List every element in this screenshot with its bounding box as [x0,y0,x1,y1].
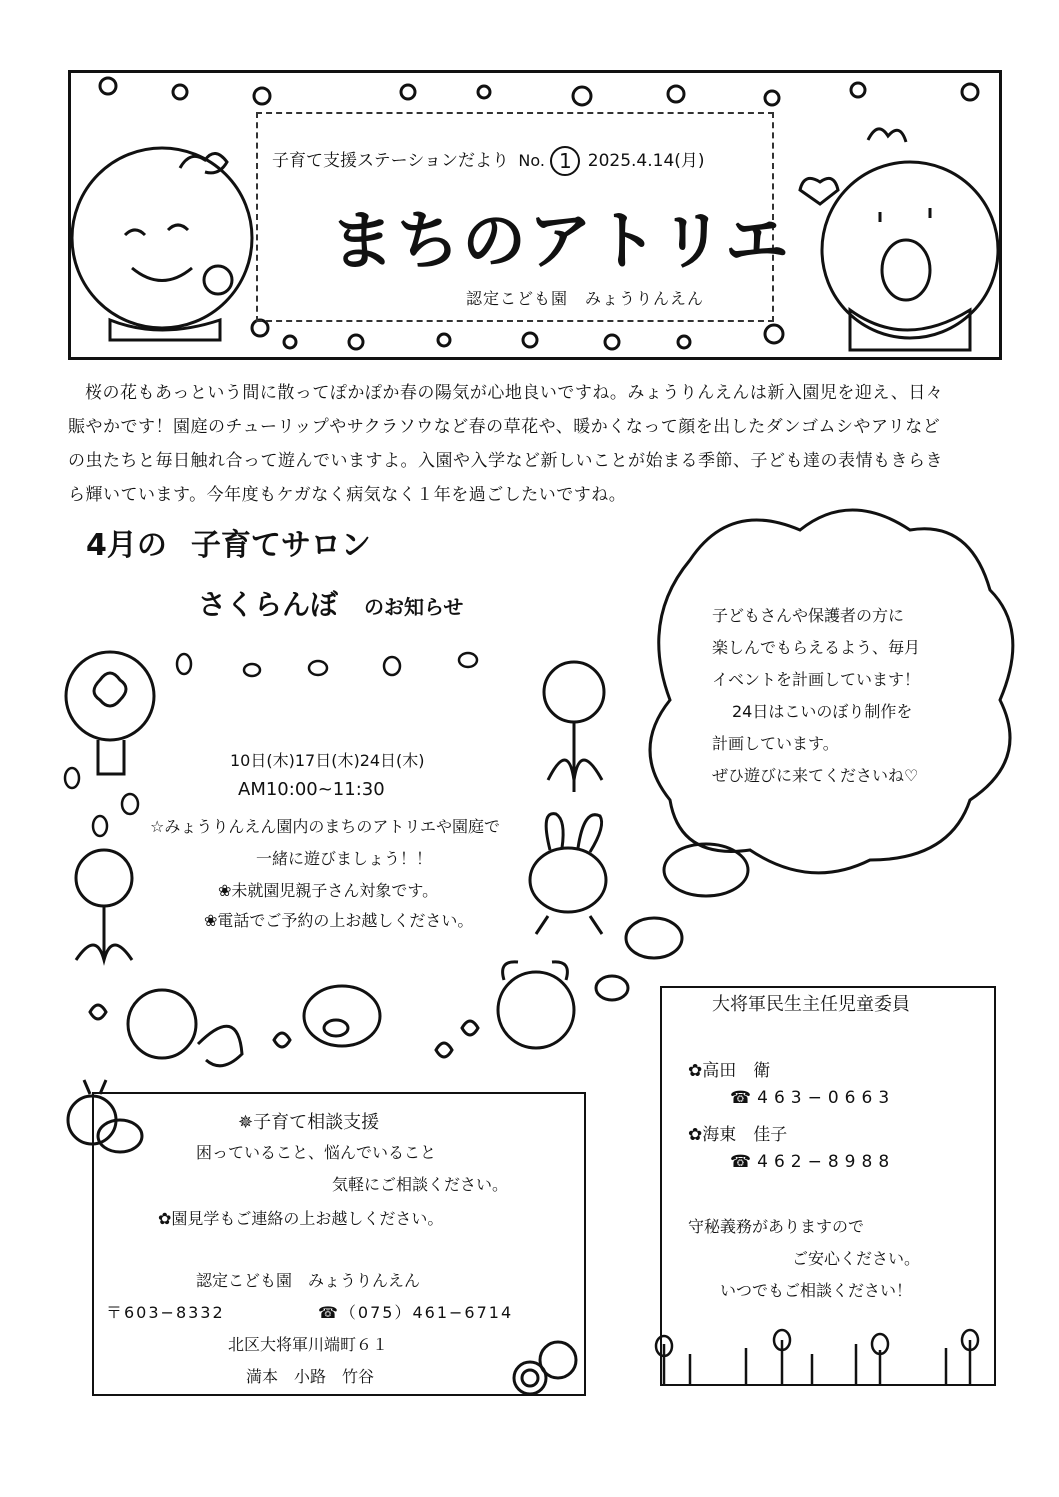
consult-tel: ☎（075）461−6714 [318,1303,514,1322]
salon-note-2: ❀電話でご予約の上お越しください。 [204,911,474,930]
cloud-line: 24日はこいのぼり制作を [732,702,913,721]
consult-title-row [238,1108,379,1134]
issue-date: 2025.4.14(月) [587,151,705,171]
salon-name: さくらんぼ [198,588,339,621]
committee-note-1: 守秘義務がありますので [688,1217,865,1236]
salon-heading [86,520,371,564]
intro-line: ら輝いています。今年度もケガなく病気なく１年を過ごしたいですね。 [68,485,627,505]
committee-member-2-row [688,1120,787,1145]
cloud-line: 計画しています。 [712,734,839,753]
committee-note-3: いつでもご相談ください！ [720,1281,913,1300]
salon-time: AM10:00~11:30 [238,779,385,800]
committee-note-2: ご安心ください。 [792,1249,921,1268]
header-org: 認定こども園 みょうりんえん [466,289,705,308]
consult-line-2: 気軽にご相談ください。 [332,1175,509,1194]
cloud-line: ぜひ遊びに来てくださいね♡ [712,766,919,785]
newsletter-subtitle [272,146,705,176]
consult-staff: 満本 小路 竹谷 [246,1367,375,1386]
intro-line: 桜の花もあっという間に散ってぽかぽか春の陽気が心地良いですね。みょうりんえんは新入園児を迎え、日々 [85,383,944,403]
committee-tel-2: ☎462−8988 [730,1152,896,1172]
flower-icon: ✿ [688,1125,703,1145]
page-title: まちのアトリエ [330,205,791,279]
salon-desc-2: 一緒に遊びましょう！！ [256,849,433,868]
committee-member-2: 海東 佳子 [702,1125,788,1145]
cloud-message [712,600,920,792]
intro-paragraph [68,376,1002,512]
consult-address: 北区大将軍川端町６１ [228,1335,389,1354]
cloud-line: 子どもさんや保護者の方に [712,606,905,625]
intro-line: の虫たちと毎日触れ合って遊んでいますよ。入園や入学など新しいことが始まる季節、子ども達の表情もきらき [68,451,943,471]
consult-org: 認定こども園 みょうりんえん [196,1271,421,1290]
salon-title: 子育てサロン [190,528,371,563]
flower-icon: ✿ [158,1209,172,1228]
animal-friends-illustration [90,962,574,1066]
committee-member-1: 高田 衛 [702,1061,771,1081]
consult-title: 子育て相談支援 [253,1112,380,1133]
salon-month: 4月の [86,528,167,563]
flower-icon: ✿ [688,1061,703,1081]
salon-dates: 10日(木)17日(木)24日(木) [230,751,425,770]
consult-line-1: 困っていること、悩んでいること [196,1143,437,1162]
petal-decorations [65,653,477,836]
intro-line: 賑やかです！園庭のチューリップやサクラソウなど春の草花や、暖かくなって顔を出したダンゴムシやアリなど [68,417,941,437]
salon-notice: のお知らせ [364,595,464,619]
consult-line-3-row [158,1206,443,1229]
salon-name-heading [198,583,463,623]
tree-illustration [66,652,154,774]
consult-line-3: 園見学もご連絡の上お越しください。 [171,1209,444,1228]
star-icon: ✵ [238,1112,254,1133]
salon-note-1: ❀未就園児親子さん対象です。 [218,881,439,900]
consult-postal: 〒603−8332 [106,1303,225,1322]
committee-tel-1: ☎463−0663 [730,1088,896,1108]
issue-number: 1 [550,146,580,176]
subtitle-text: 子育て支援ステーションだより [272,151,509,171]
committee-title: 大将軍民生主任児童委員 [708,990,914,1016]
issue-label: No. [518,151,545,170]
cloud-line: イベントを計画しています！ [712,670,921,689]
rabbit-illustration [530,814,606,934]
committee-frame [660,986,996,1386]
salon-desc-1: ☆みょうりんえん園内のまちのアトリエや園庭で [150,817,501,836]
cloud-line: 楽しんでもらえるよう、毎月 [712,638,921,657]
committee-member-1-row [688,1056,770,1081]
